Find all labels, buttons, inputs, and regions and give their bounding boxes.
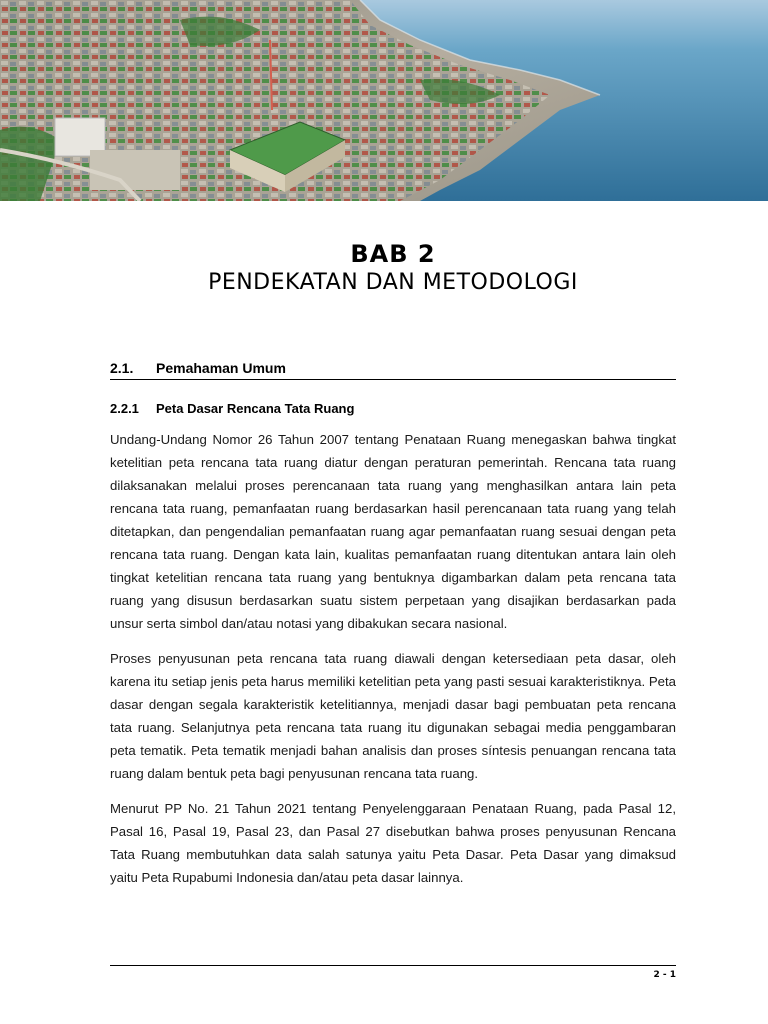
footer-rule: [110, 965, 676, 966]
paragraph: Undang-Undang Nomor 26 Tahun 2007 tentang Penataan Ruang menegaskan bahwa tingkat ketelitian peta rencana tata ruang diatur dengan peraturan pemerintah. Rencana tata ruang dilaksanakan melalui proses perencanaan tata ruang yang menghasilkan antara lain peta rencana tata ruang, pemanfaatan ruang berdasarkan hasil perencanaan tata ruang yang telah ditetapkan, dan pengendalian pemanfaatan ruang agar pemanfaatan ruang sesuai dengan peta rencana tata ruang. Dengan kata lain, kualitas pemanfaatan ruang ditentukan antara lain oleh tingkat ketelitian rencana tata ruang yang bentuknya digambarkan dalam peta rencana tata ruang yang disusun berdasarkan suatu sistem perpetaan yang disajikan berdasarkan pada unsur serta simbol dan/atau notasi yang dibakukan secara nasional.: [110, 432, 676, 631]
chapter-number: BAB 2: [350, 240, 436, 268]
section-title: Pemahaman Umum: [156, 360, 286, 376]
header-photo: [0, 0, 768, 201]
section-number: 2.1.: [110, 360, 134, 376]
section-heading: [110, 360, 676, 380]
aerial-city-illustration: [0, 0, 768, 201]
chapter-title: PENDEKATAN DAN METODOLOGI: [208, 270, 578, 295]
paragraph: Proses penyusunan peta rencana tata ruang diawali dengan ketersediaan peta dasar, oleh karena itu setiap jenis peta harus memiliki ketelitian peta yang pasti sesuai karakteristiknya. Peta dasar dengan segala karakteristik ketelitiannya, menjadi dasar bagi pembuatan peta rencana tata ruang. Selanjutnya peta rencana tata ruang itu digunakan sebagai media penggambaran peta tematik. Peta tematik menjadi bahan analisis dan proses síntesis penuangan rencana tata ruang dalam bentuk peta bagi penyusunan rencana tata ruang.: [110, 651, 676, 781]
paragraph: Menurut PP No. 21 Tahun 2021 tentang Penyelenggaraan Penataan Ruang, pada Pasal 12, Pasal 16, Pasal 19, Pasal 23, dan Pasal 27 disebutkan bahwa proses penyusunan Rencana Tata Ruang membutuhkan data salah satunya yaitu Peta Dasar. Peta Dasar yang dimaksud yaitu Peta Rupabumi Indonesia dan/atau peta dasar lainnya.: [110, 801, 676, 885]
page-number: 2 - 1: [653, 970, 676, 980]
body-text: [110, 428, 676, 901]
subsection-number: 2.2.1: [110, 401, 139, 416]
subsection-title: Peta Dasar Rencana Tata Ruang: [156, 401, 355, 416]
courtyard: [90, 150, 180, 190]
